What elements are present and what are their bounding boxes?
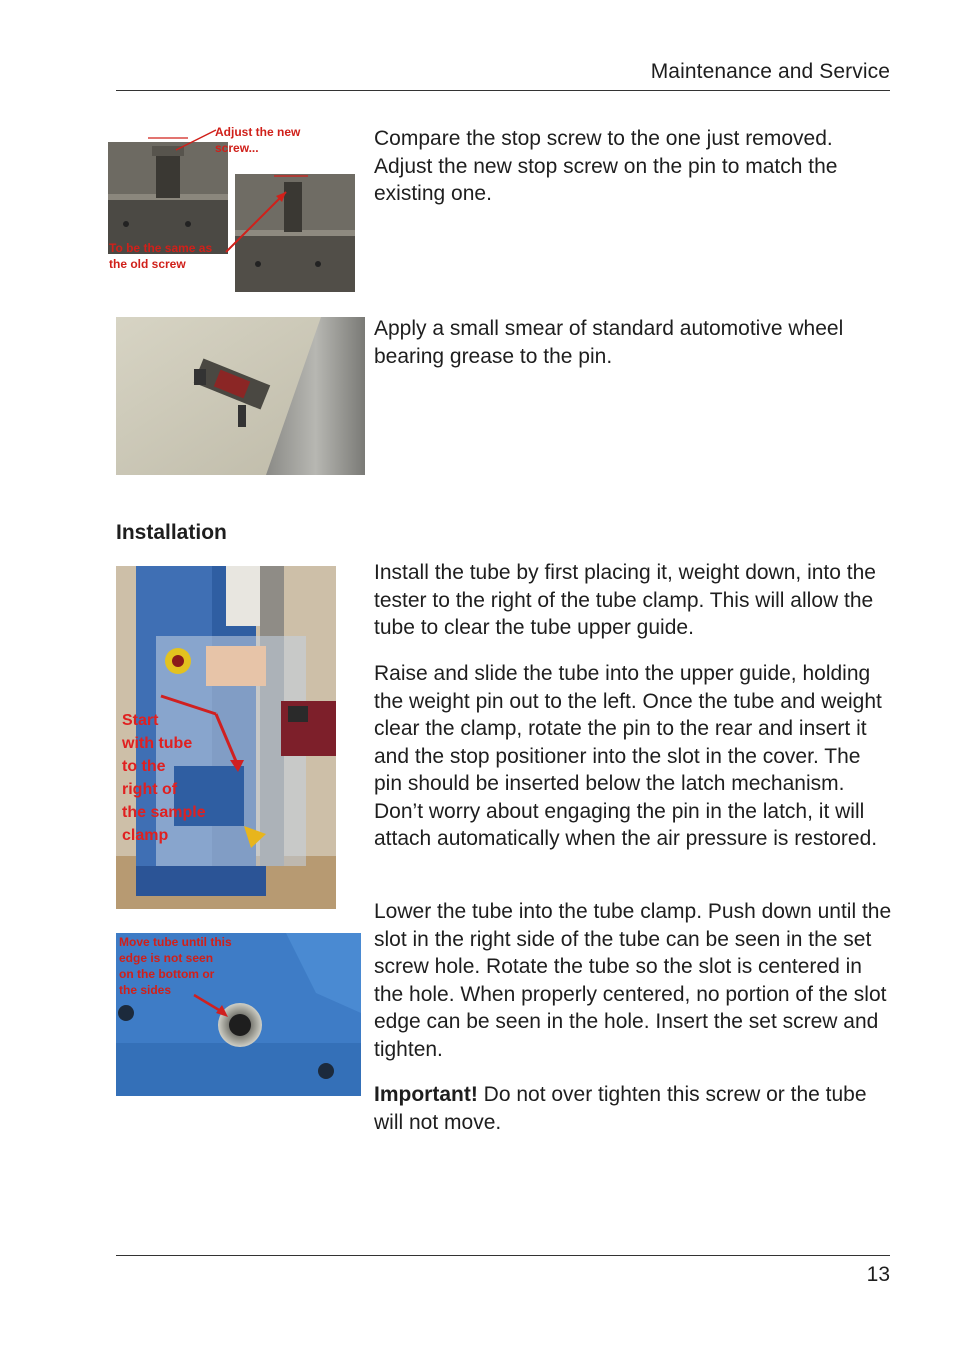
- annotation-line: the sides: [119, 983, 172, 997]
- annotation-line: To be the same as: [109, 241, 213, 255]
- annotation-line: the sample: [122, 804, 206, 821]
- set-screw-hole-photo: [116, 933, 361, 1096]
- annotation-line: on the bottom or: [119, 967, 215, 981]
- annotation-line: to the: [122, 758, 166, 775]
- tube-tester-photo: [116, 566, 336, 909]
- annotation-line: screw...: [215, 141, 259, 155]
- annotation-line: Adjust the new: [215, 125, 301, 139]
- annotation-line: edge is not seen: [119, 951, 214, 965]
- grease-pin-photo: [116, 317, 365, 475]
- section-heading: Installation: [116, 521, 227, 544]
- page-footer: [116, 1255, 890, 1286]
- paragraph-install: Install the tube by first placing it, weight down, into the tester to the right of the tube clamp. This will allow the tube to clear the tube upper guide.: [374, 561, 876, 639]
- annotation-line: the old screw: [109, 257, 186, 271]
- important-text: Do not over tighten this screw or the tube will not move.: [374, 1083, 867, 1134]
- annotation-line: clamp: [122, 827, 169, 844]
- paragraph-raise: Raise and slide the tube into the upper guide, holding the weight pin out to the left. Once the tube and weight clear the clamp, rotate the pin to the rear and insert it and the stop positioner into the slot in the cover. The pin should be inserted below the latch mechanism. Don’t worry about engaging the pin in the latch, it will attach automatically when the air pressure is restored.: [374, 662, 882, 850]
- paragraph-important: [374, 1081, 894, 1136]
- page-header: [116, 58, 890, 91]
- important-label: Important!: [374, 1083, 478, 1106]
- annotation-line: right of: [122, 781, 178, 798]
- annotation-line: Move tube until this: [119, 935, 232, 949]
- page-number: 13: [866, 1263, 890, 1286]
- paragraph-compare: Compare the stop screw to the one just removed. Adjust the new stop screw on the pin to match the existing one.: [374, 127, 838, 205]
- annotation-line: with tube: [122, 735, 193, 752]
- paragraph-grease: Apply a small smear of standard automotive wheel bearing grease to the pin.: [374, 317, 844, 368]
- paragraph-lower: Lower the tube into the tube clamp. Push down until the slot in the right side of the tube can be seen in the set screw hole. Rotate the tube so the slot is centered in the hole. When properly centered, no portion of the slot edge can be seen in the hole. Insert the set screw and tighten.: [374, 900, 892, 1061]
- chapter-title: Maintenance and Service: [650, 60, 890, 83]
- stop-screw-photo: [108, 124, 358, 292]
- annotation-line: Start: [122, 712, 159, 729]
